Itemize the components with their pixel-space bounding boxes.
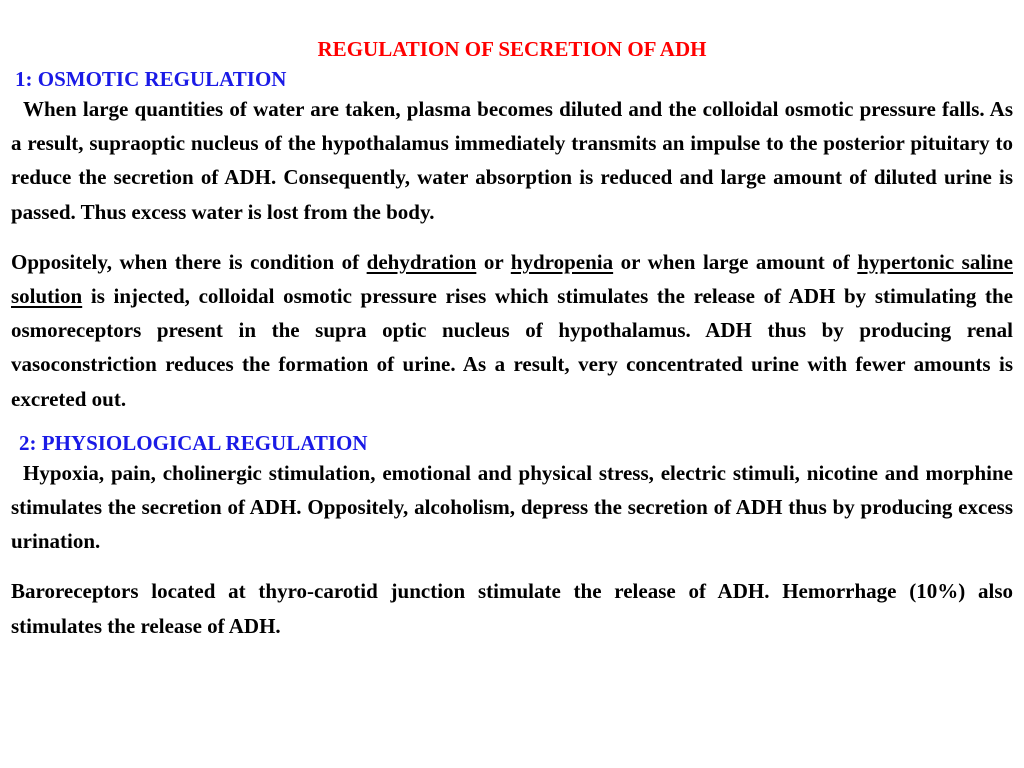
paragraph-physiological-1: Hypoxia, pain, cholinergic stimulation, emotional and physical stress, electric stimuli, nicotine and morphine stimulates the secretion of ADH. Oppositely, alcoholism, depress the secretion of ADH thus by producing excess urination.: [11, 460, 1013, 554]
slide-title: REGULATION OF SECRETION OF ADH: [317, 37, 707, 61]
text-segment: Oppositely, when there is condition of: [11, 249, 367, 274]
underlined-term-hydropenia: hydropenia: [510, 249, 614, 274]
underlined-term-dehydration: dehydration: [366, 249, 477, 274]
section-heading-physiological: 2: PHYSIOLOGICAL REGULATION: [19, 430, 368, 455]
text-segment: or: [476, 249, 511, 274]
paragraph-osmotic-2: [11, 245, 1013, 416]
section-heading-osmotic: 1: OSMOTIC REGULATION: [15, 67, 287, 91]
paragraph-osmotic-1: When large quantities of water are taken, plasma becomes diluted and the colloidal osmotic pressure falls. As a result, supraoptic nucleus of the hypothalamus immediately transmits an impulse to the posterior pituitary to reduce the secretion of ADH. Consequently, water absorption is reduced and large amount of diluted urine is passed. Thus excess water is lost from the body.: [11, 97, 1013, 224]
text-segment: or when large amount of: [613, 249, 858, 274]
paragraph-physiological-2: Baroreceptors located at thyro-carotid junction stimulate the release of ADH. Hemorrhage (10%) also stimulates the release of ADH.: [11, 579, 1013, 638]
underlined-term-hypertonic-saline: hypertonic saline solution: [11, 249, 1013, 309]
text-segment: is injected, colloidal osmotic pressure rises which stimulates the release of ADH by stimulating the osmoreceptors present in the supra optic nucleus of hypothalamus. ADH thus by producing renal vasoconstriction reduces the formation of urine. As a result, very concentrated urine with fewer amounts is excreted out.: [11, 284, 1013, 411]
